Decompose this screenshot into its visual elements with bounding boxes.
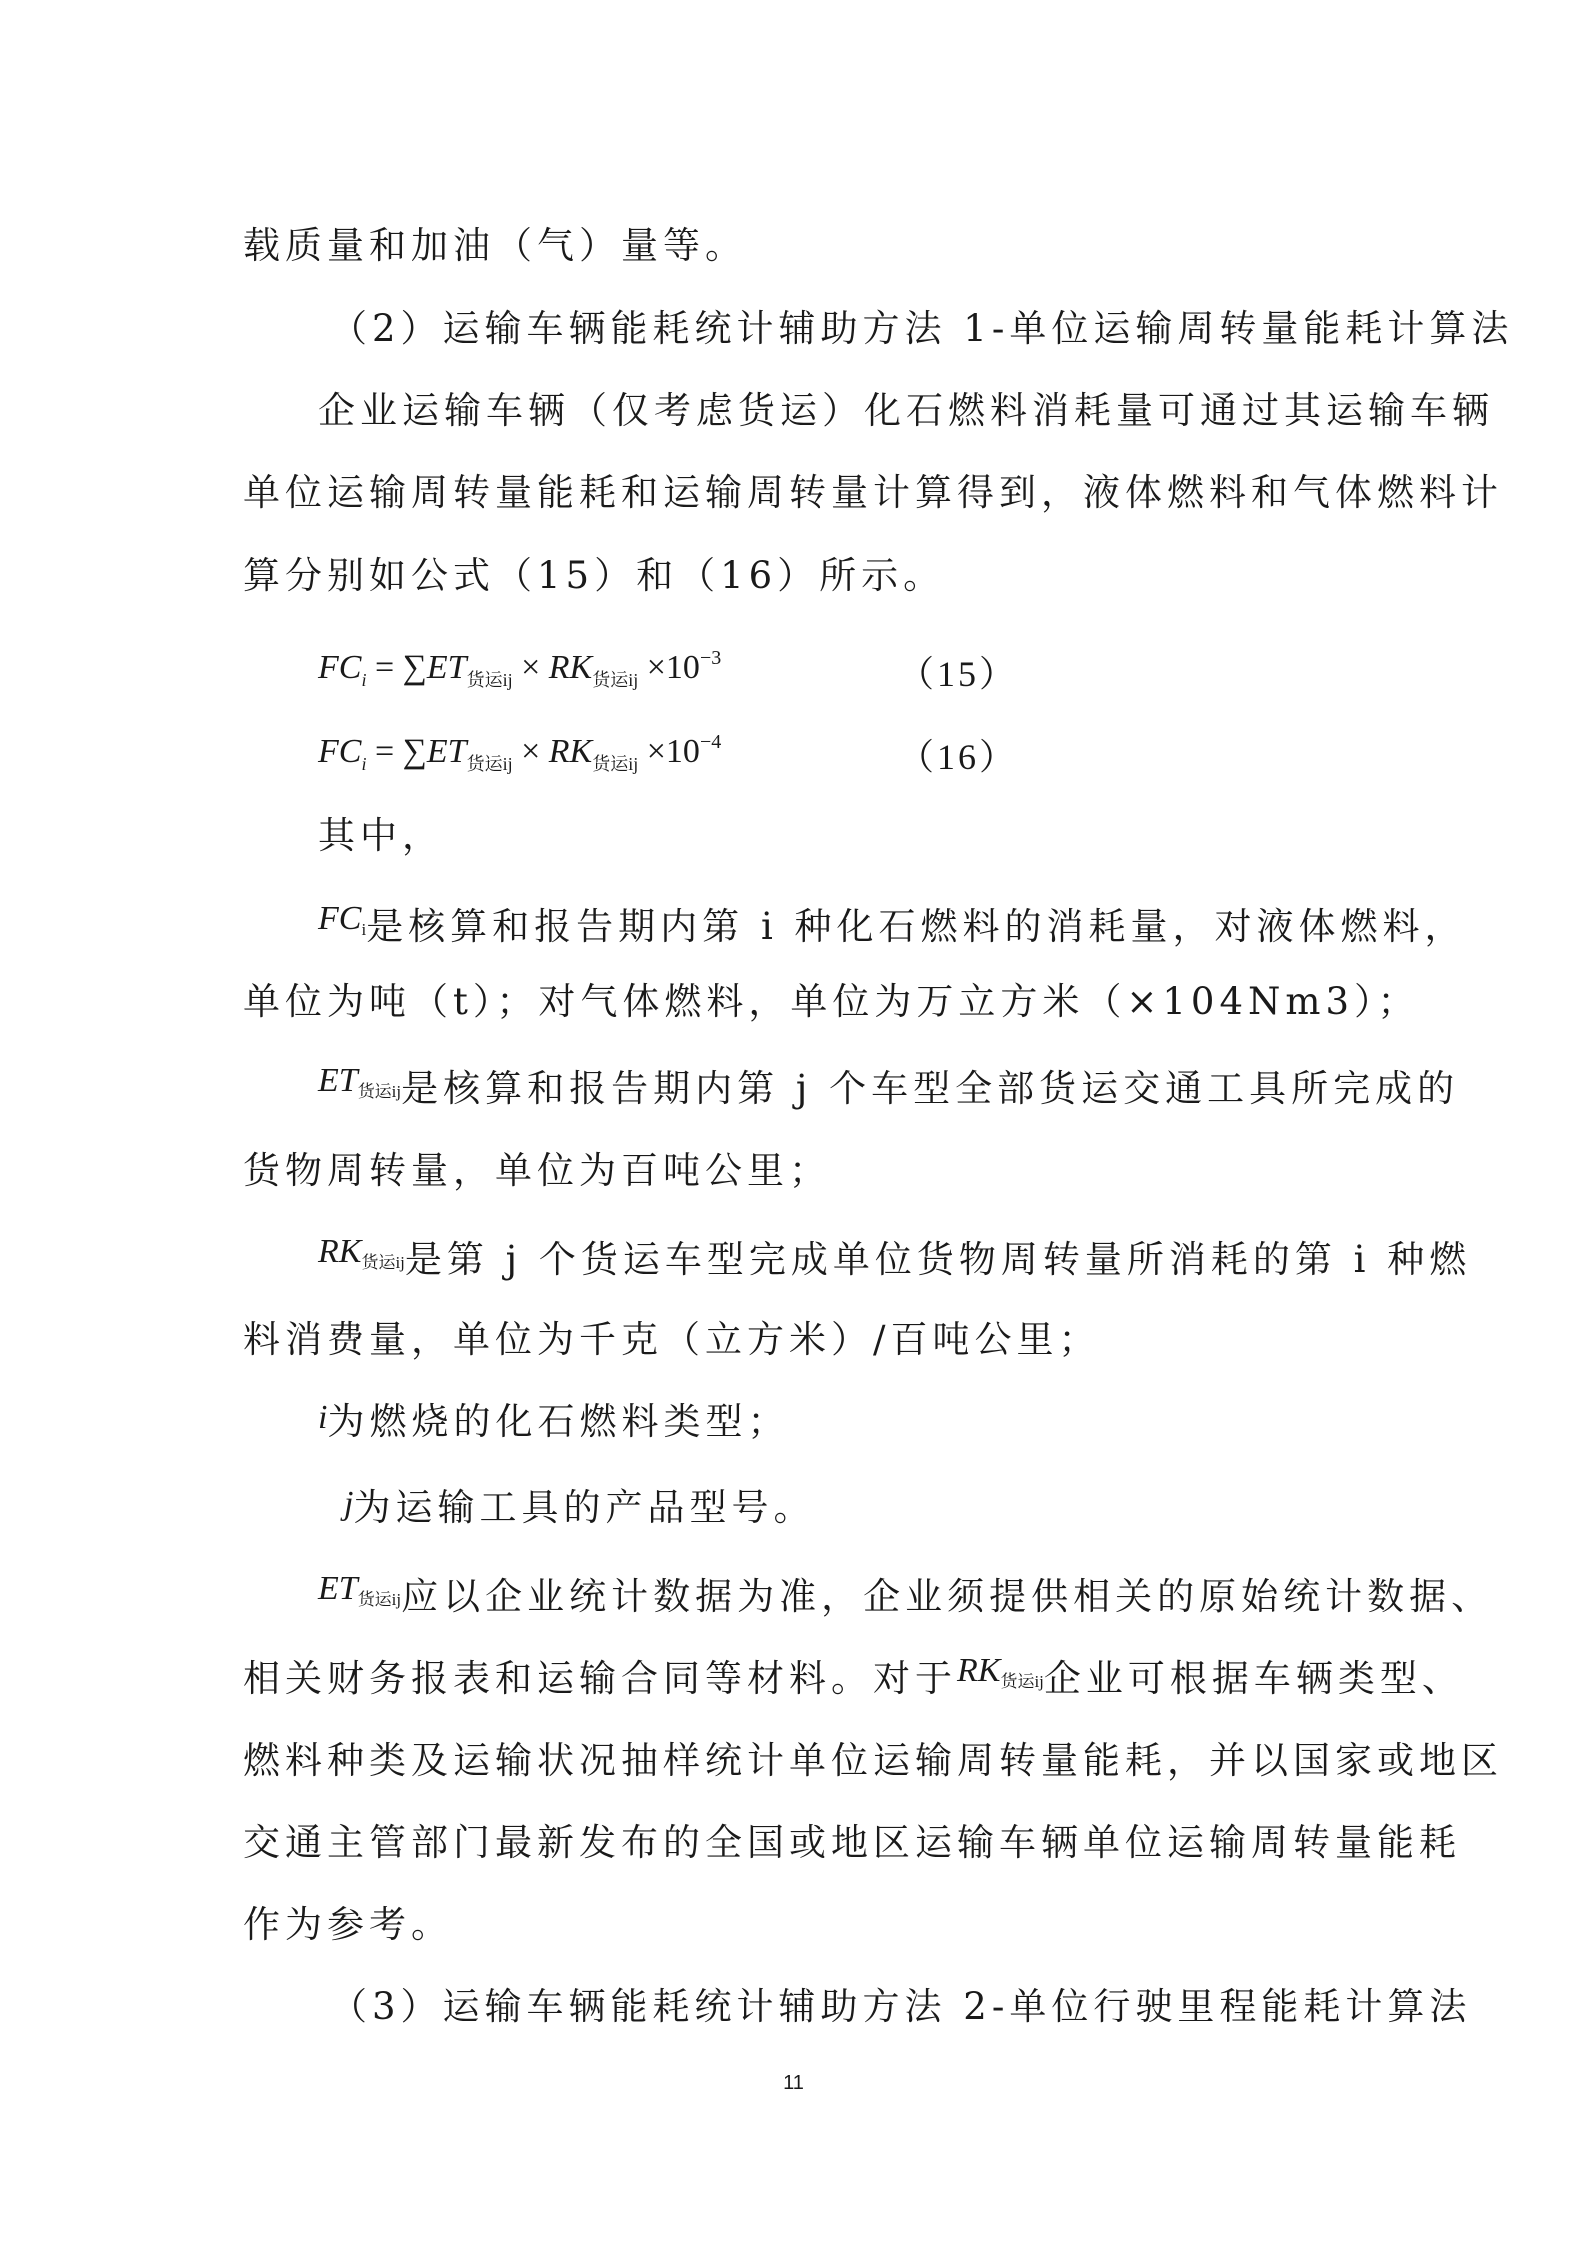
paragraph-line: 载质量和加油（气）量等。	[243, 224, 747, 267]
paragraph-line: 算分别如公式（15）和（16）所示。	[243, 554, 946, 597]
symbol-et: $ET_{货运ij}$	[318, 1062, 402, 1101]
symbol-j: j	[344, 1485, 354, 1522]
definition-fc: $FC_i$是核算和报告期内第 i 种化石燃料的消耗量，对液体燃料，	[318, 900, 1467, 948]
paragraph-line: 其中，	[318, 814, 444, 857]
formula-16: $FC_i = \sum ET_{货运ij} \times RK_{货运ij} \times 10^{-4}$	[318, 731, 722, 774]
symbol-fc: $FC_i$	[318, 900, 367, 939]
paragraph-line: $ET_{货运ij}$应以企业统计数据为准，企业须提供相关的原始统计数据、	[318, 1570, 1494, 1618]
symbol-rk: $RK_{货运ij}$	[957, 1652, 1044, 1691]
definition-et: $ET_{货运ij}$是核算和报告期内第 j 个车型全部货运交通工具所完成的	[318, 1062, 1460, 1110]
symbol-et: $ET_{货运ij}$	[318, 1570, 402, 1609]
paragraph-line: 燃料种类及运输状况抽样统计单位运输周转量能耗，并以国家或地区	[243, 1739, 1503, 1782]
paragraph-line: 相关财务报表和运输合同等材料。对于$RK_{货运ij}$企业可根据车辆类型、	[243, 1652, 1464, 1700]
definition-rk: $RK_{货运ij}$是第 j 个货运车型完成单位货物周转量所消耗的第 i 种燃	[318, 1233, 1472, 1281]
paragraph-line: 作为参考。	[243, 1903, 453, 1946]
paragraph-line: 单位为吨（t）；对气体燃料，单位为万立方米（×104Nm3）；	[243, 980, 1420, 1023]
section-heading-method-1: （2）运输车辆能耗统计辅助方法 1-单位运输周转量能耗计算法	[330, 307, 1514, 350]
paragraph-line: 单位运输周转量能耗和运输周转量计算得到，液体燃料和气体燃料计	[243, 471, 1503, 514]
symbol-i: i	[318, 1399, 328, 1436]
equation-number-16: （16）	[898, 737, 1019, 777]
equation-number-15: （15）	[898, 654, 1019, 694]
section-heading-method-2: （3）运输车辆能耗统计辅助方法 2-单位行驶里程能耗计算法	[330, 1985, 1472, 2028]
paragraph-line: 交通主管部门最新发布的全国或地区运输车辆单位运输周转量能耗	[243, 1821, 1461, 1864]
symbol-rk: $RK_{货运ij}$	[318, 1233, 405, 1272]
definition-i: i为燃烧的化石燃料类型；	[318, 1399, 790, 1443]
page-number: 11	[783, 2072, 804, 2094]
paragraph-line: 企业运输车辆（仅考虑货运）化石燃料消耗量可通过其运输车辆	[318, 389, 1494, 432]
paragraph-line: 货物周转量，单位为百吨公里；	[243, 1149, 831, 1192]
formula-15: $FC_i = \sum ET_{货运ij} \times RK_{货运ij} \times 10^{-3}$	[318, 647, 722, 690]
definition-j: j为运输工具的产品型号。	[344, 1485, 816, 1529]
paragraph-line: 料消费量，单位为千克（立方米）/百吨公里；	[243, 1318, 1101, 1361]
